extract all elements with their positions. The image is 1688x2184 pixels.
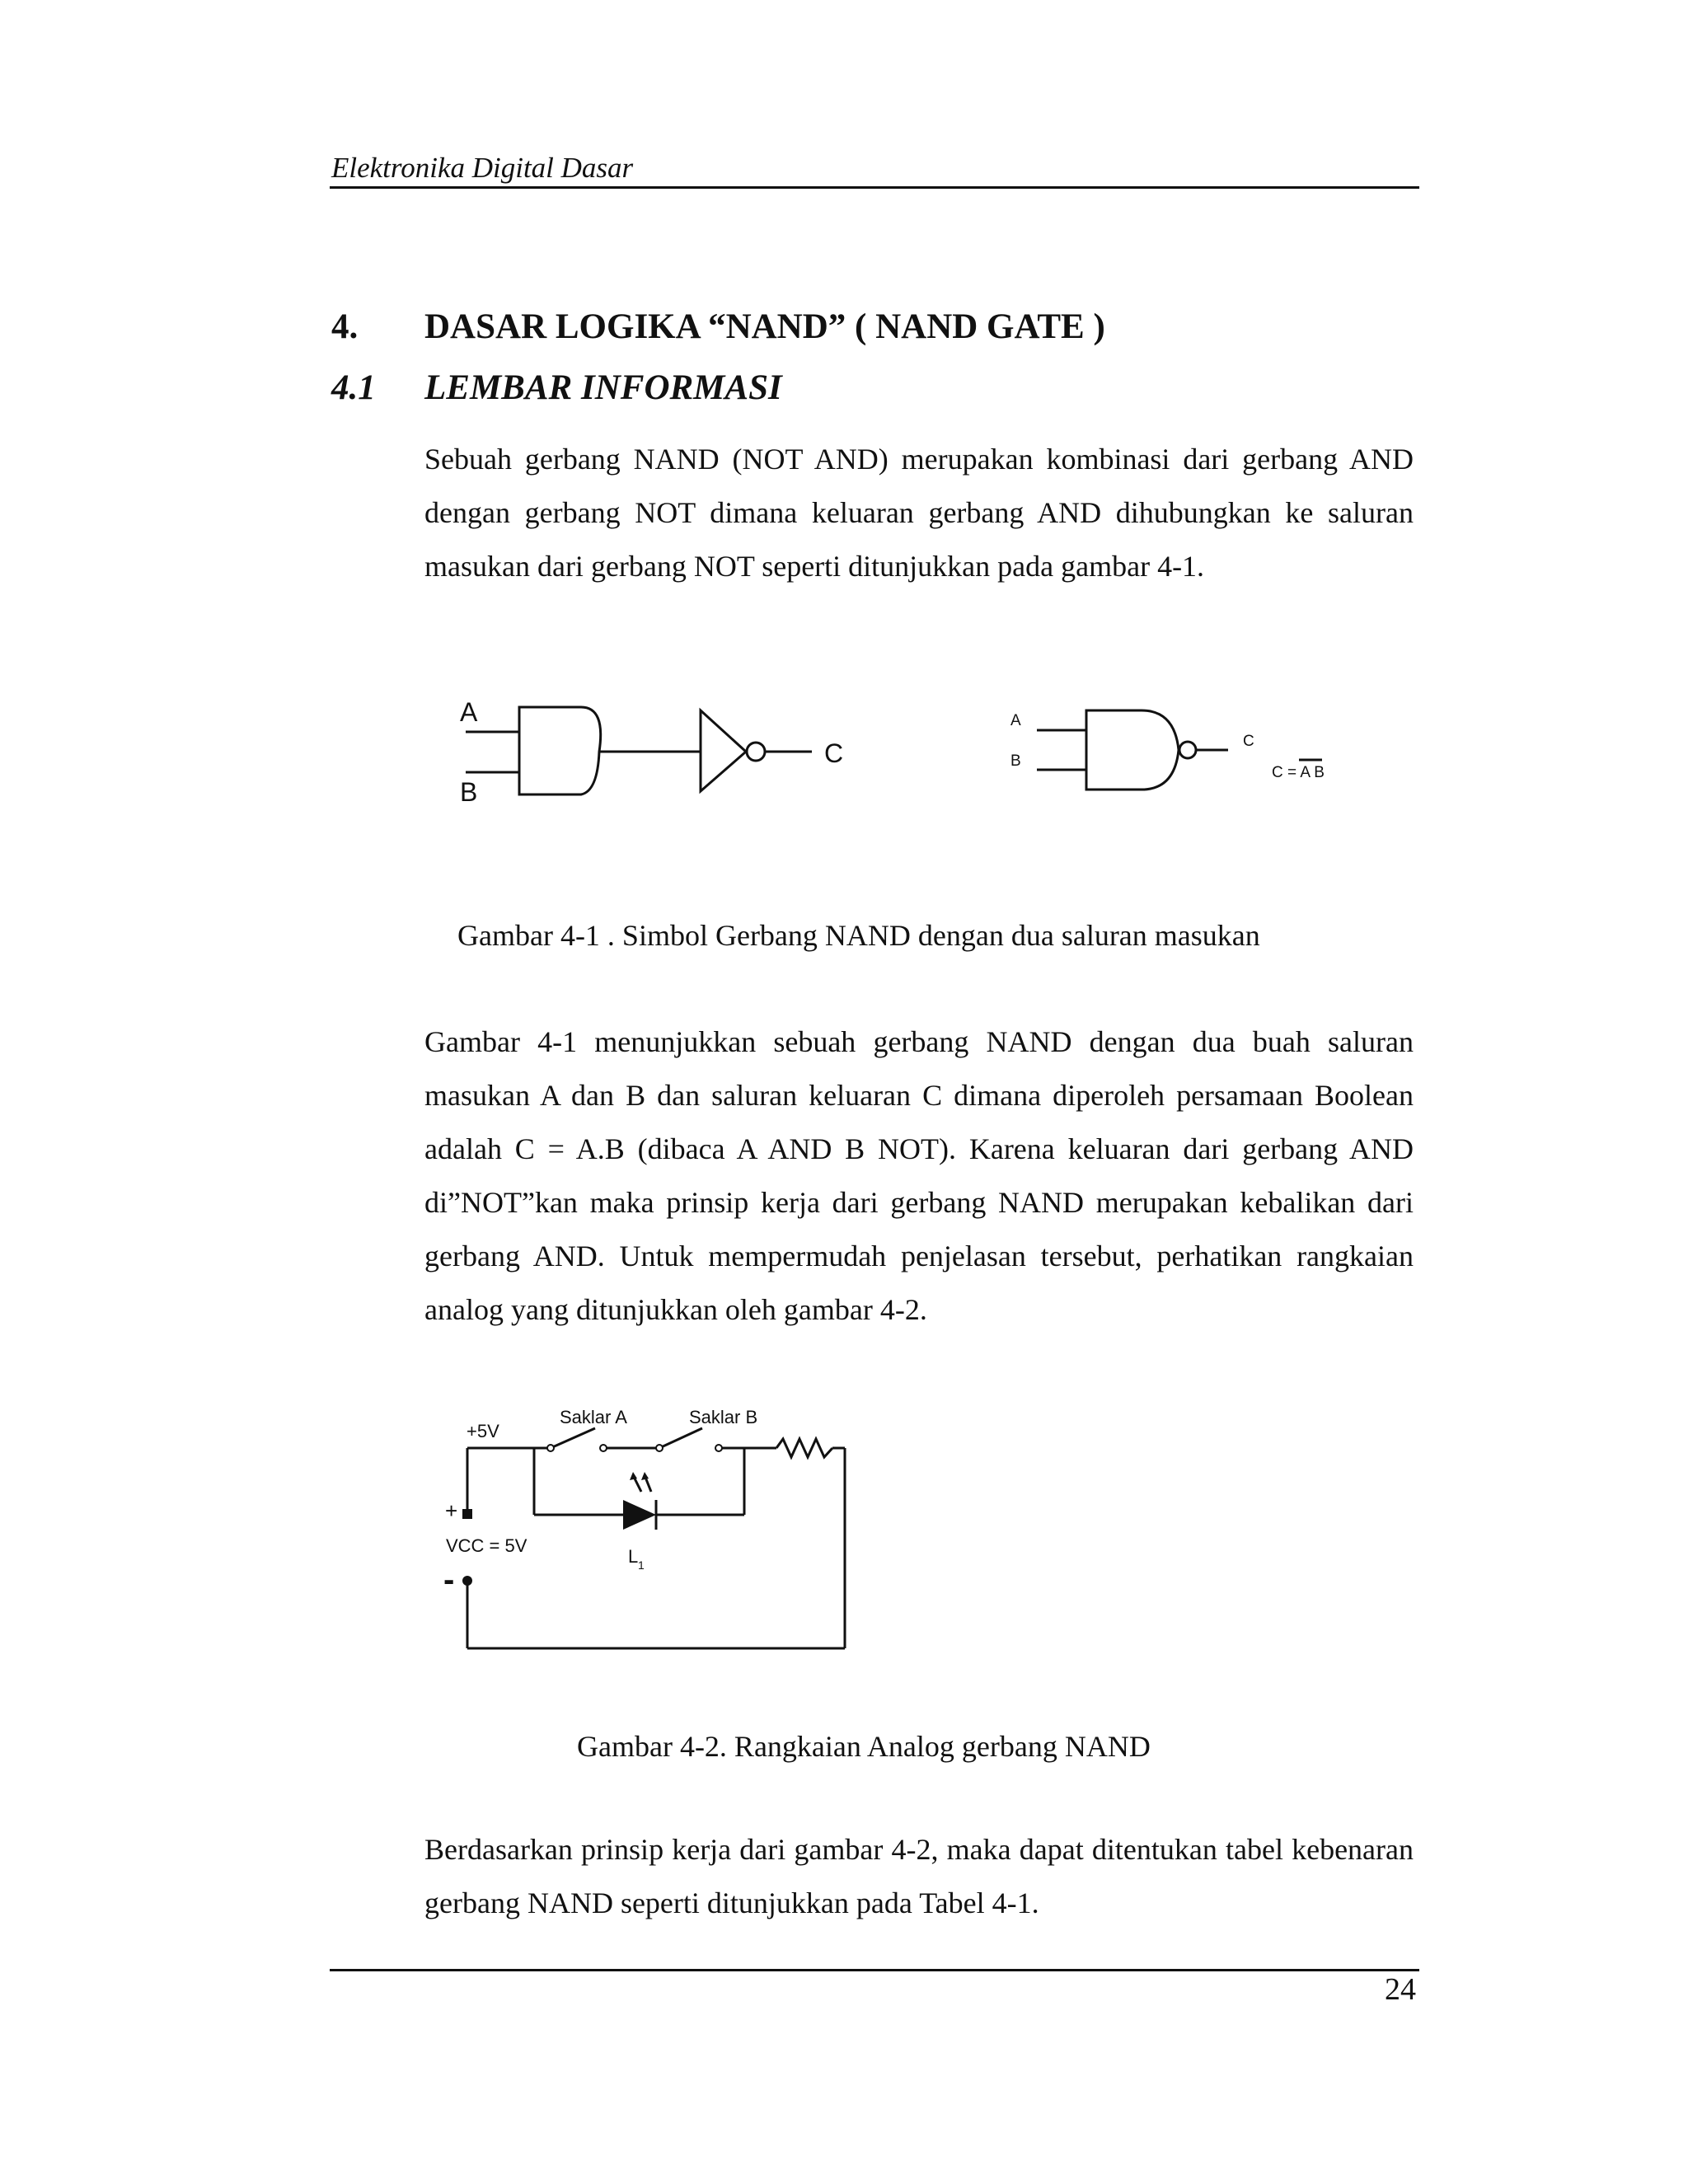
switch-a-blade [551, 1428, 595, 1448]
paragraph-intro: Sebuah gerbang NAND (NOT AND) merupakan kombinasi dari gerbang AND dengan gerbang NOT dimana keluaran gerbang AND dihubungkan ke saluran masukan dari gerbang NOT seperti ditunjukkan pada gambar 4-1. [424, 443, 1414, 583]
resistor [776, 1439, 832, 1457]
led-arrow-2 [641, 1472, 649, 1480]
switch-a-contact-1 [547, 1445, 554, 1451]
page-number: 24 [1385, 1972, 1416, 2007]
figure-4-2-caption: Gambar 4-2. Rangkaian Analog gerbang NAND [577, 1730, 1151, 1763]
running-header: Elektronika Digital Dasar [331, 152, 634, 184]
supply-label: +5V [467, 1421, 499, 1441]
right-label-a: A [1010, 712, 1021, 729]
positive-terminal [462, 1509, 472, 1519]
paragraph-truth-table: Berdasarkan prinsip kerja dari gambar 4-2, maka dapat ditentukan tabel kebenaran gerbang NAND seperti ditunjukkan pada Tabel 4-1. [424, 1833, 1414, 1919]
switch-b-contact-2 [715, 1445, 722, 1451]
section-title: DASAR LOGIKA “NAND” ( NAND GATE ) [424, 307, 1105, 346]
switch-a-contact-2 [600, 1445, 607, 1451]
switch-a-label: Saklar A [560, 1407, 627, 1427]
switch-b-blade [659, 1428, 702, 1448]
lamp-subscript: 1 [638, 1558, 645, 1572]
equation-label: C = A B [1272, 764, 1325, 781]
minus-label: - [443, 1562, 455, 1598]
negative-terminal [462, 1576, 472, 1586]
right-label-c: C [1243, 733, 1254, 750]
subsection-number: 4.1 [331, 368, 376, 407]
vcc-label: VCC = 5V [446, 1535, 528, 1556]
right-label-b: B [1010, 752, 1021, 770]
led-body [623, 1500, 656, 1530]
switch-b-contact-1 [656, 1445, 663, 1451]
plus-label: + [445, 1498, 458, 1523]
section-number: 4. [331, 307, 359, 346]
figure-4-1-caption: Gambar 4-1 . Simbol Gerbang NAND dengan dua saluran masukan [457, 919, 1260, 952]
subsection-title: LEMBAR INFORMASI [424, 368, 782, 407]
paragraph-explanation: Gambar 4-1 menunjukkan sebuah gerbang NAND dengan dua buah saluran masukan A dan B dan saluran keluaran C dimana diperoleh persamaan Boolean adalah C = A.B (dibaca A AND B NOT). Karena keluaran dari gerbang AND di”NOT”kan maka prinsip kerja dari gerbang NAND merupakan kebalikan dari gerbang AND. Untuk mempermudah penjelasan tersebut, perhatikan rangkaian analog yang ditunjukkan oleh gambar 4-2. [424, 1025, 1414, 1326]
left-label-b: B [460, 777, 478, 807]
left-label-c: C [824, 738, 844, 768]
lamp-label: L [628, 1546, 639, 1567]
left-label-a: A [460, 697, 478, 727]
footer-rule [330, 1969, 1419, 1971]
switch-b-label: Saklar B [689, 1407, 758, 1427]
